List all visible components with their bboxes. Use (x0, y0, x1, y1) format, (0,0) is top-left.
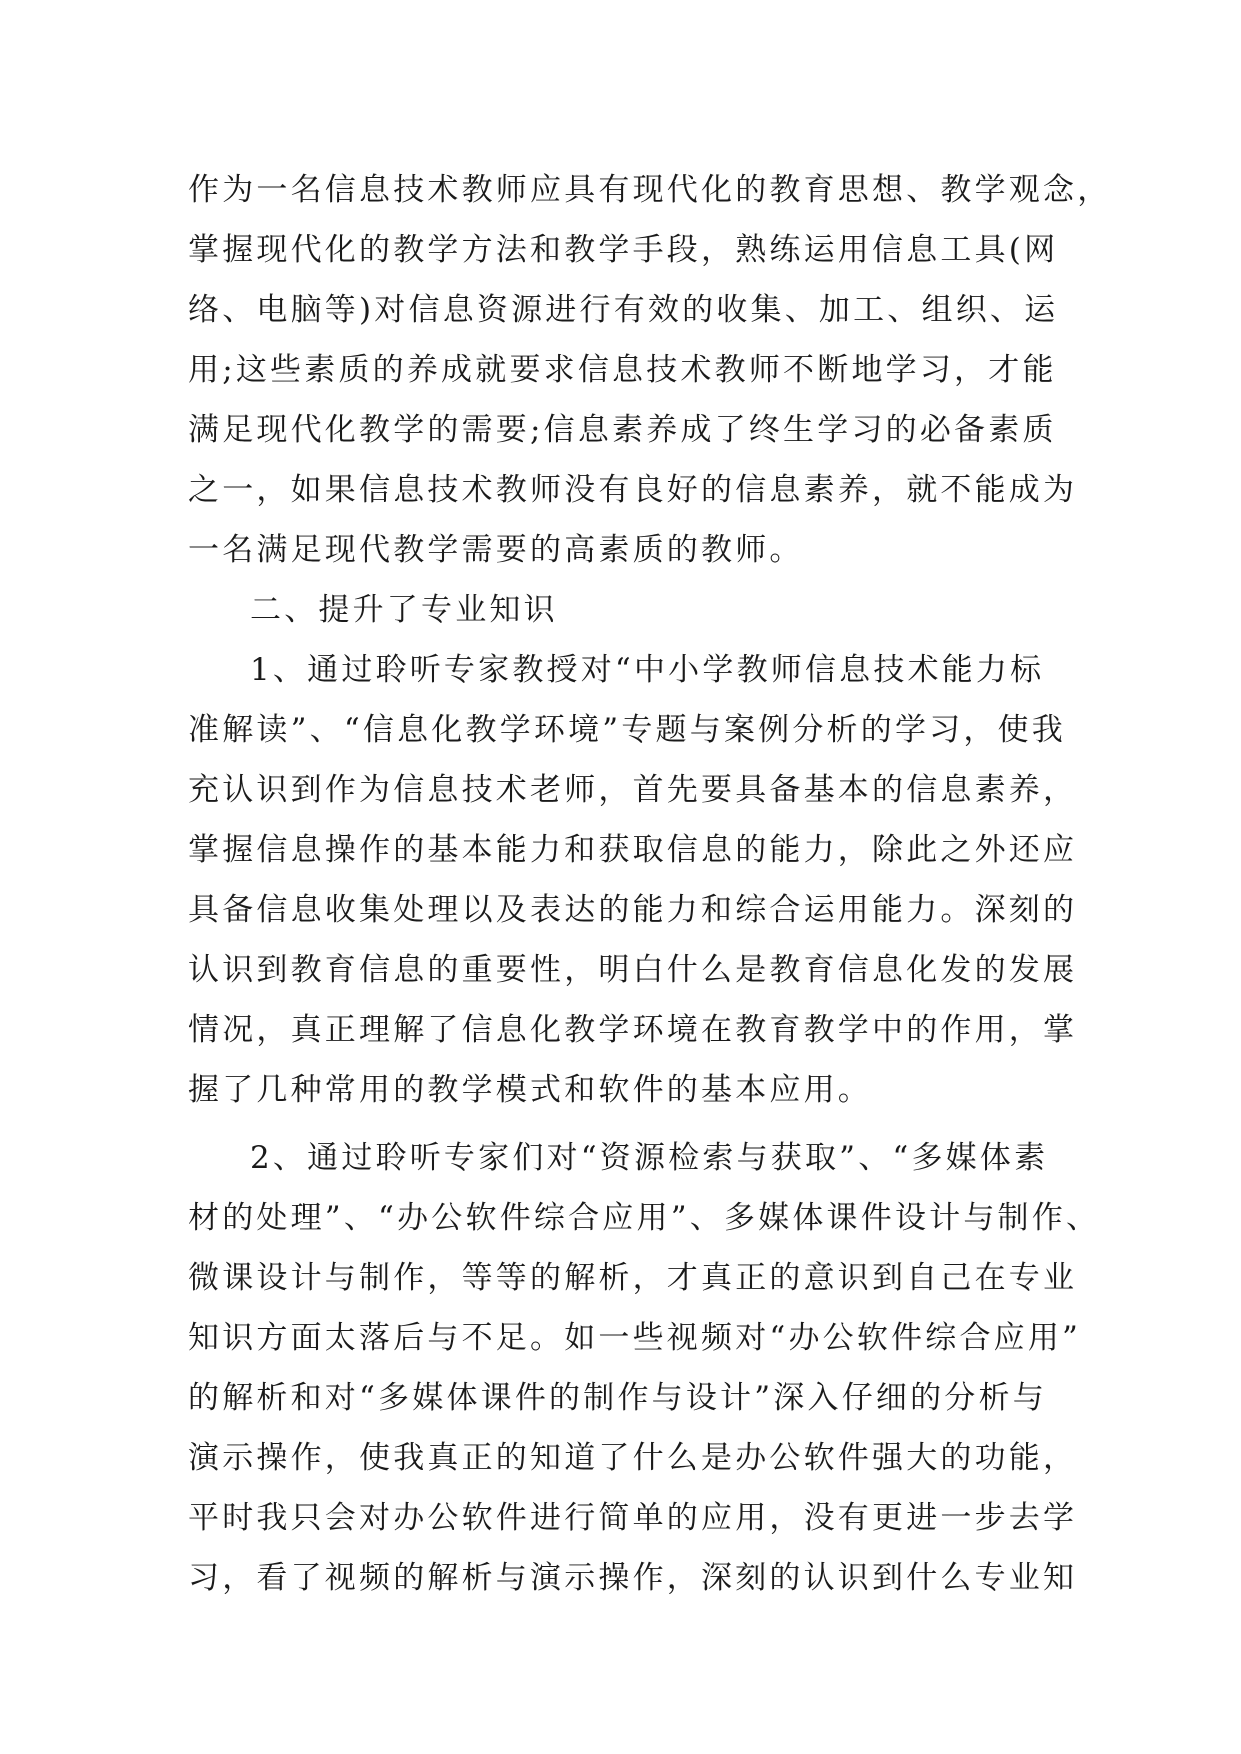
text-line: 准解读”、“信息化教学环境”专题与案例分析的学习，使我 (188, 712, 1066, 748)
text-line: 作为一名信息技术教师应具有现代化的教育思想、教学观念， (188, 172, 1112, 208)
text-line: 用;这些素质的养成就要求信息技术教师不断地学习，才能 (188, 352, 1057, 388)
section-heading: 二、提升了专业知识 (250, 592, 558, 628)
text-line: 知识方面太落后与不足。如一些视频对“办公软件综合应用” (188, 1320, 1082, 1356)
text-line: 满足现代化教学的需要;信息素养成了终生学习的必备素质 (188, 412, 1057, 448)
text-line: 一名满足现代教学需要的高素质的教师。 (188, 532, 804, 568)
text-line: 的解析和对“多媒体课件的制作与设计”深入仔细的分析与 (188, 1380, 1047, 1416)
text-line: 习，看了视频的解析与演示操作，深刻的认识到什么专业知 (188, 1560, 1078, 1596)
text-line: 之一，如果信息技术教师没有良好的信息素养，就不能成为 (188, 472, 1078, 508)
text-line: 络、电脑等)对信息资源进行有效的收集、加工、组织、运 (188, 292, 1059, 328)
text-line: 握了几种常用的教学模式和软件的基本应用。 (188, 1072, 872, 1108)
text-line: 演示操作，使我真正的知道了什么是办公软件强大的功能， (188, 1440, 1078, 1476)
text-line: 掌握信息操作的基本能力和获取信息的能力，除此之外还应 (188, 832, 1078, 868)
paragraph-gap (188, 1120, 1078, 1128)
text-line: 充认识到作为信息技术老师，首先要具备基本的信息素养， (188, 772, 1078, 808)
paragraph-start: 2、通过聆听专家们对“资源检索与获取”、“多媒体素 (250, 1140, 1049, 1176)
text-line: 认识到教育信息的重要性，明白什么是教育信息化发的发展 (188, 952, 1078, 988)
text-line: 材的处理”、“办公软件综合应用”、多媒体课件设计与制作、 (188, 1200, 1101, 1236)
text-line: 情况，真正理解了信息化教学环境在教育教学中的作用，掌 (188, 1012, 1078, 1048)
text-line: 平时我只会对办公软件进行简单的应用，没有更进一步去学 (188, 1500, 1078, 1536)
paragraph-start: 1、通过聆听专家教授对“中小学教师信息技术能力标 (250, 652, 1045, 688)
text-line: 微课设计与制作，等等的解析，才真正的意识到自己在专业 (188, 1260, 1078, 1296)
body-text (188, 160, 1112, 1608)
text-line: 具备信息收集处理以及表达的能力和综合运用能力。深刻的 (188, 892, 1078, 928)
text-line: 掌握现代化的教学方法和教学手段，熟练运用信息工具(网 (188, 232, 1059, 268)
